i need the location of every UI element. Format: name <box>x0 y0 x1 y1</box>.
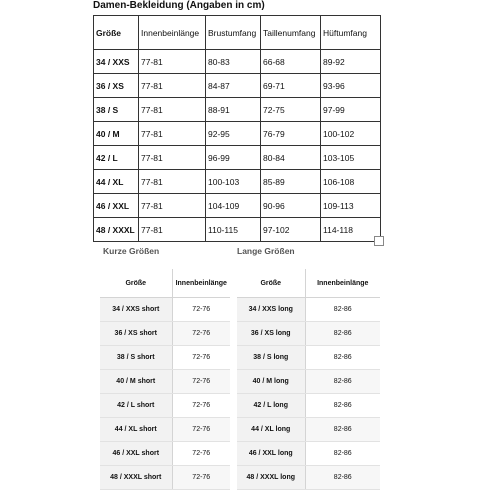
table-cell: 48 / XXXL short <box>100 466 172 490</box>
table-row <box>100 322 230 346</box>
header-cell: Taillenumfang <box>261 16 321 50</box>
table-cell: 82-86 <box>305 370 380 394</box>
table-cell: 72-76 <box>172 346 230 370</box>
table-cell: 96-99 <box>206 146 261 170</box>
table-cell: 77-81 <box>139 50 206 74</box>
table-cell: 42 / L short <box>100 394 172 418</box>
table-cell: 77-81 <box>139 122 206 146</box>
table-cell: 48 / XXXL long <box>237 466 305 490</box>
table-cell: 97-99 <box>321 98 381 122</box>
table-row <box>237 346 380 370</box>
table-cell: 77-81 <box>139 170 206 194</box>
table-row <box>237 442 380 466</box>
table-cell: 82-86 <box>305 394 380 418</box>
table-row <box>94 122 381 146</box>
table-cell: 85-89 <box>261 170 321 194</box>
table-row <box>100 394 230 418</box>
table-cell: 36 / XS short <box>100 322 172 346</box>
table-cell: 77-81 <box>139 194 206 218</box>
table-cell: 42 / L <box>94 146 139 170</box>
table-cell: 110-115 <box>206 218 261 242</box>
header-cell: Innenbeinlänge <box>172 269 230 298</box>
table-cell: 89-92 <box>321 50 381 74</box>
table-cell: 44 / XL short <box>100 418 172 442</box>
table-row <box>100 346 230 370</box>
table-cell: 76-79 <box>261 122 321 146</box>
table-cell: 82-86 <box>305 346 380 370</box>
table-cell: 104-109 <box>206 194 261 218</box>
size-chart-table <box>93 15 381 242</box>
table-cell: 69-71 <box>261 74 321 98</box>
header-cell: Innenbeinlänge <box>305 269 380 298</box>
table-cell: 48 / XXXL <box>94 218 139 242</box>
table-cell: 46 / XXL short <box>100 442 172 466</box>
table-cell: 66-68 <box>261 50 321 74</box>
table-cell: 82-86 <box>305 298 380 322</box>
table-cell: 82-86 <box>305 322 380 346</box>
table-row <box>100 370 230 394</box>
table-header-row <box>94 16 381 50</box>
table-cell: 40 / M long <box>237 370 305 394</box>
table-cell: 80-84 <box>261 146 321 170</box>
table-cell: 38 / S <box>94 98 139 122</box>
short-sizes-table <box>100 269 230 490</box>
header-cell: Brustumfang <box>206 16 261 50</box>
table-cell: 72-76 <box>172 394 230 418</box>
table-cell: 82-86 <box>305 466 380 490</box>
table-cell: 109-113 <box>321 194 381 218</box>
table-cell: 40 / M short <box>100 370 172 394</box>
table-row <box>94 146 381 170</box>
table-row <box>94 74 381 98</box>
table-cell: 38 / S long <box>237 346 305 370</box>
table-cell: 36 / XS long <box>237 322 305 346</box>
table-cell: 72-76 <box>172 442 230 466</box>
table-cell: 38 / S short <box>100 346 172 370</box>
table-cell: 93-96 <box>321 74 381 98</box>
table-cell: 82-86 <box>305 418 380 442</box>
table-row <box>94 170 381 194</box>
table-cell: 97-102 <box>261 218 321 242</box>
page-title: Damen-Bekleidung (Angaben in cm) <box>93 0 265 11</box>
table-row <box>237 466 380 490</box>
table-row <box>100 418 230 442</box>
table-cell: 34 / XXS <box>94 50 139 74</box>
table-cell: 92-95 <box>206 122 261 146</box>
table-cell: 72-76 <box>172 322 230 346</box>
kurze-groessen-title: Kurze Größen <box>103 246 160 256</box>
table-cell: 36 / XS <box>94 74 139 98</box>
table-row <box>100 442 230 466</box>
table-cell: 80-83 <box>206 50 261 74</box>
table-cell: 77-81 <box>139 98 206 122</box>
table-cell: 44 / XL <box>94 170 139 194</box>
table-cell: 72-76 <box>172 418 230 442</box>
table-cell: 72-75 <box>261 98 321 122</box>
table-cell: 88-91 <box>206 98 261 122</box>
table-cell: 77-81 <box>139 146 206 170</box>
table-cell: 40 / M <box>94 122 139 146</box>
table-row <box>94 218 381 242</box>
table-cell: 84-87 <box>206 74 261 98</box>
table-row <box>94 50 381 74</box>
table-cell: 100-103 <box>206 170 261 194</box>
table-cell: 42 / L long <box>237 394 305 418</box>
table-cell: 103-105 <box>321 146 381 170</box>
header-cell: Größe <box>100 269 172 298</box>
table-row <box>94 98 381 122</box>
table-cell: 46 / XXL <box>94 194 139 218</box>
table-cell: 34 / XXS long <box>237 298 305 322</box>
table-row <box>237 298 380 322</box>
table-cell: 77-81 <box>139 218 206 242</box>
header-cell: Hüftumfang <box>321 16 381 50</box>
table-cell: 72-76 <box>172 298 230 322</box>
table-row <box>237 394 380 418</box>
table-cell: 82-86 <box>305 442 380 466</box>
table-row <box>237 370 380 394</box>
table-header-row <box>100 269 230 298</box>
table-cell: 34 / XXS short <box>100 298 172 322</box>
header-cell: Größe <box>237 269 305 298</box>
table-cell: 44 / XL long <box>237 418 305 442</box>
header-cell: Innenbeinlänge <box>139 16 206 50</box>
table-cell: 77-81 <box>139 74 206 98</box>
table-row <box>100 466 230 490</box>
table-cell: 72-76 <box>172 466 230 490</box>
table-row <box>237 418 380 442</box>
table-row <box>237 322 380 346</box>
table-header-row <box>237 269 380 298</box>
table-cell: 72-76 <box>172 370 230 394</box>
table-row <box>100 298 230 322</box>
table-cell: 46 / XXL long <box>237 442 305 466</box>
lange-groessen-title: Lange Größen <box>237 246 295 256</box>
table-cell: 90-96 <box>261 194 321 218</box>
long-sizes-table <box>237 269 380 490</box>
table-cell: 106-108 <box>321 170 381 194</box>
table-cell: 114-118 <box>321 218 381 242</box>
header-cell: Größe <box>94 16 139 50</box>
checkbox[interactable] <box>374 236 384 246</box>
table-cell: 100-102 <box>321 122 381 146</box>
table-row <box>94 194 381 218</box>
